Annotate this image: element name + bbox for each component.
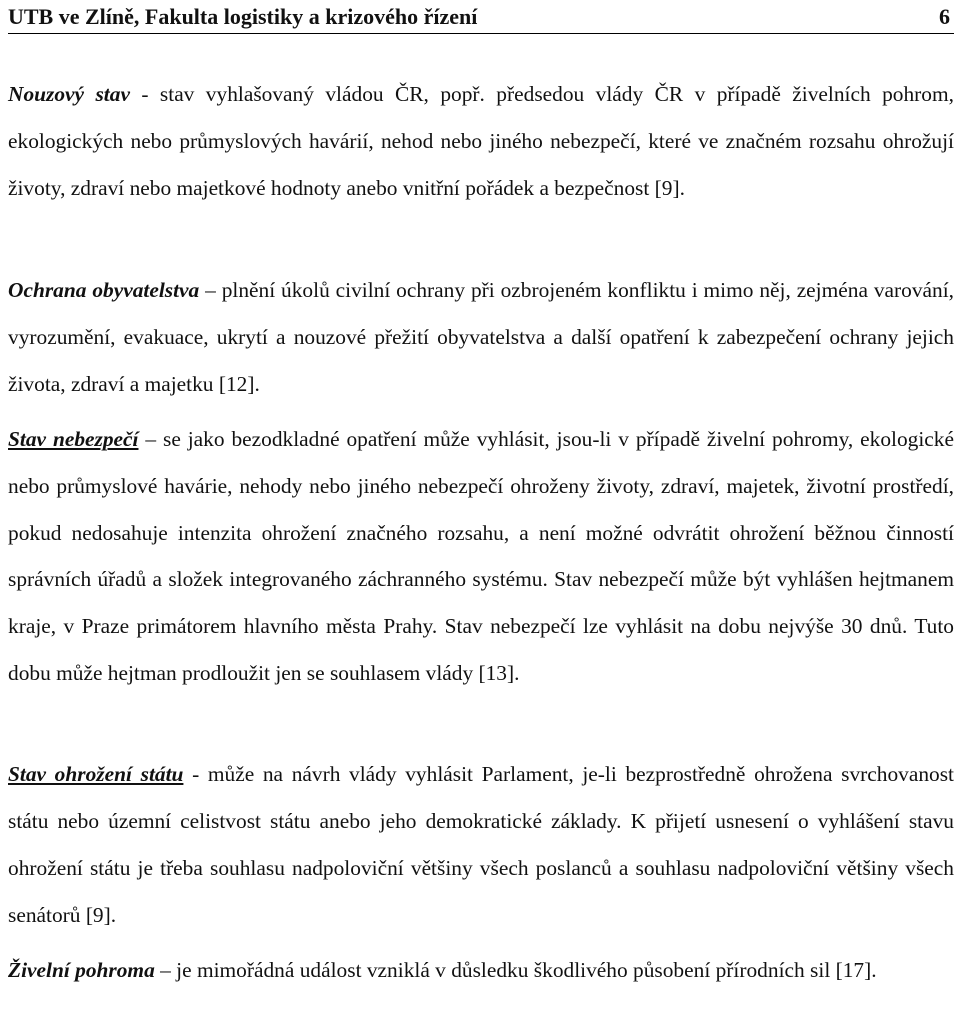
definition-stav-nebezpeci	[8, 416, 954, 697]
definition-ochrana-obyvatelstva	[8, 267, 954, 408]
page-number: 6	[939, 4, 950, 29]
term-ochrana-obyvatelstva: Ochrana obyvatelstva	[8, 278, 200, 302]
definition-nouzovy-stav	[8, 71, 954, 212]
definition-text: – plnění úkolů civilní ochrany při ozbrojeném konfliktu i mimo něj, zejména varování, vyrozumění, evakuace, ukrytí a nouzové přežití obyvatelstva a další opatření k zabezpečení ochrany jejich života, zdraví a majetku [12].	[8, 278, 955, 396]
definition-stav-ohrozeni-statu	[8, 751, 954, 939]
header-title: UTB ve Zlíně, Fakulta logistiky a krizového řízení	[8, 4, 478, 29]
definition-text: – je mimořádná událost vzniklá v důsledku škodlivého působení přírodních sil [17].	[154, 958, 877, 982]
definition-text: – se jako bezodkladné opatření může vyhlásit, jsou-li v případě živelní pohromy, ekologické nebo průmyslové havárie, nehody nebo jiného nebezpečí ohroženy životy, zdraví, majetek, životní prostředí, pokud nedosahuje intenzita ohrožení značného rozsahu, a není možné odvrátit ohrožení běžnou činností správních úřadů a složek integrovaného záchranného systému. Stav nebezpečí může být vyhlášen hejtmanem kraje, v Praze primátorem hlavního města Prahy. Stav nebezpečí lze vyhlásit na dobu nejvýše 30 dnů. Tuto dobu může hejtman prodloužit jen se souhlasem vlády [13].	[8, 427, 954, 685]
definition-text: - může na návrh vlády vyhlásit Parlament, je-li bezprostředně ohrožena svrchovanost státu nebo územní celistvost státu anebo jeho demokratické základy. K přijetí usnesení o vyhlášení stavu ohrožení státu je třeba souhlasu nadpoloviční většiny všech poslanců a souhlasu nadpoloviční většiny všech senátorů [9].	[8, 762, 954, 927]
term-stav-ohrozeni-statu: Stav ohrožení státu	[8, 762, 184, 786]
term-stav-nebezpeci: Stav nebezpečí	[8, 427, 139, 451]
page-header	[8, 0, 954, 34]
definition-text: - stav vyhlašovaný vládou ČR, popř. předsedou vlády ČR v případě živelních pohrom, ekologických nebo průmyslových havárií, nehod nebo jiného nebezpečí, které ve značném rozsahu ohrožují životy, zdraví nebo majetkové hodnoty anebo vnitřní pořádek a bezpečnost [9].	[8, 82, 954, 200]
term-zivelni-pohroma: Živelní pohroma	[8, 958, 155, 982]
definition-zivelni-pohroma	[8, 947, 954, 994]
term-nouzovy-stav: Nouzový stav	[8, 82, 130, 106]
